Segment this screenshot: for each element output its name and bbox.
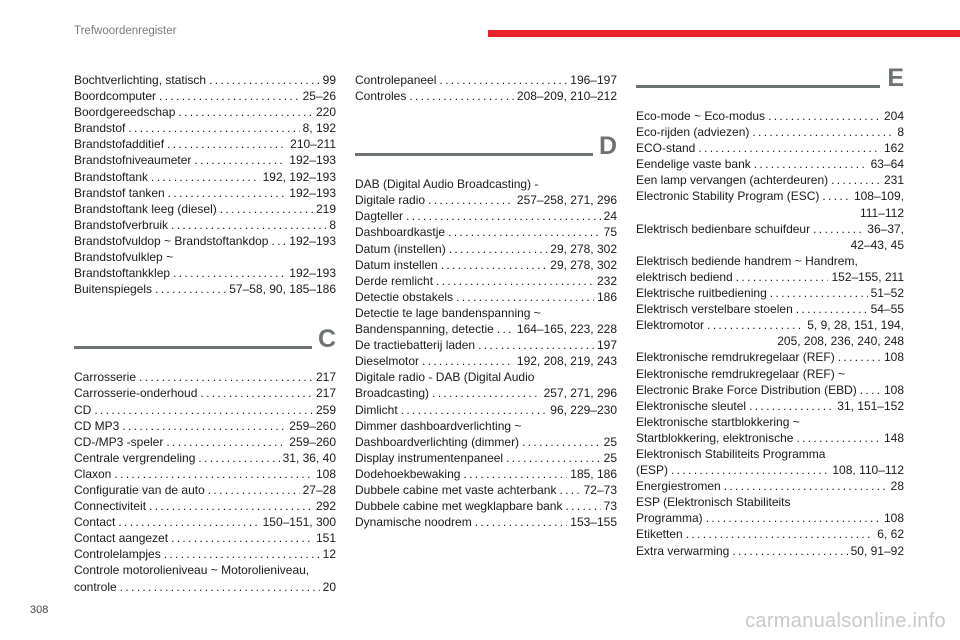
index-entry-pages: 192–193 [289, 153, 336, 168]
index-entry [636, 543, 904, 559]
index-entry-pages: 192–193 [289, 266, 336, 281]
index-entry [355, 418, 617, 450]
index-entry-term: Dimmer dashboardverlichting ~ [355, 418, 522, 433]
index-entry-term: Carrosserie-onderhoud [74, 386, 198, 401]
index-entry [636, 124, 904, 140]
dot-leader [686, 526, 875, 542]
dot-leader [724, 478, 888, 494]
index-entry [355, 466, 617, 482]
index-entry-pages: 259–260 [289, 434, 336, 449]
index-entry-term: Centrale vergrendeling [74, 450, 196, 465]
index-entry-pages-continued: 205, 208, 236, 240, 248 [777, 334, 904, 349]
index-entry-pages: 217 [315, 370, 336, 385]
dot-leader [401, 402, 548, 418]
index-entry-term: Dynamische noodrem [355, 515, 472, 530]
index-entry-term: Eco-mode ~ Eco-modus [636, 109, 766, 123]
index-entry-term: Elektronische remdrukregelaar (REF) [636, 350, 835, 365]
dot-leader [796, 430, 881, 446]
index-entry [636, 398, 904, 414]
index-entry [355, 514, 617, 530]
index-entry-pages: 219 [315, 201, 336, 216]
dot-leader [122, 418, 286, 434]
index-entry-term: Elektronische remdrukregelaar (REF) ~ [636, 366, 846, 381]
index-entry-term: Dodehoekbewaking [355, 466, 461, 481]
section-divider [74, 346, 312, 349]
dot-leader [428, 192, 514, 208]
index-entry-term: Controle motorolieniveau ~ Motorolieniveau, [74, 563, 310, 578]
index-entry-term: Elektromotor [636, 318, 705, 333]
dot-leader [707, 317, 804, 333]
index-entry [74, 152, 336, 168]
index-entry-term: Dubbele cabine met wegklapbare bank [355, 499, 563, 514]
index-entry [74, 546, 336, 562]
index-entry [355, 450, 617, 466]
dot-leader [171, 217, 326, 233]
index-entry-pages: 96, 229–230 [550, 402, 617, 417]
index-entry-pages: 73 [603, 499, 617, 514]
index-entry [74, 369, 336, 385]
dot-leader [522, 434, 601, 450]
dot-leader [698, 140, 881, 156]
index-entry-term: De tractiebatterij laden [355, 338, 476, 353]
dot-leader [448, 224, 601, 240]
index-entry-term: Elektrische ruitbediening [636, 286, 767, 301]
index-entry [636, 317, 904, 349]
index-entry-term: Dimlicht [355, 402, 398, 417]
section-header [636, 64, 904, 102]
index-entry-pages: 257, 271, 296 [543, 386, 617, 401]
index-entry-term: Bandenspanning, detectie [355, 322, 494, 337]
index-entry-pages: 75 [603, 225, 617, 240]
index-entry-term: Brandstofvuldop ~ Brandstoftankdop [74, 233, 269, 248]
index-entry [636, 301, 904, 317]
dot-leader [178, 104, 313, 120]
index-entry-term: controle [74, 579, 117, 594]
index-entry [355, 289, 617, 305]
running-header-title: Trefwoordenregister [74, 25, 177, 37]
dot-leader [155, 281, 226, 297]
index-entry-term: Elektrisch verstelbare stoelen [636, 302, 793, 317]
index-entry-term: Electronic Stability Program (ESC) [636, 189, 820, 204]
section-divider [636, 85, 880, 88]
index-entry-term: Brandstofadditief [74, 137, 165, 152]
index-entry-term: CD-/MP3 -speler [74, 434, 164, 449]
dot-leader [220, 201, 313, 217]
index-entry-pages: 148 [883, 430, 904, 445]
index-entry-term: ESP (Elektronisch Stabiliteits [636, 495, 791, 510]
index-entry-term: Dashboardkastje [355, 225, 446, 240]
dot-leader [752, 124, 894, 140]
index-entry-pages: 29, 278, 302 [550, 257, 617, 272]
index-column-1 [74, 72, 336, 595]
index-entry-term: Contact [74, 515, 116, 530]
index-entry-term: Datum (instellen) [355, 241, 446, 256]
index-entry-pages: 210–211 [290, 137, 336, 152]
dot-leader [159, 88, 300, 104]
index-entry [636, 172, 904, 188]
index-entry-term: Dashboardverlichting (dimmer) [355, 434, 520, 449]
dot-leader [166, 434, 286, 450]
index-entry [636, 188, 904, 220]
index-entry [636, 414, 904, 446]
index-entry-term: Brandstoftank leeg (diesel) [74, 201, 217, 216]
index-entry-term: Elektronisch Stabiliteits Programma [636, 446, 826, 461]
section-header [355, 132, 617, 170]
index-entry [636, 253, 904, 285]
dot-leader [94, 402, 313, 418]
index-entry [636, 478, 904, 494]
section-letter: E [887, 64, 904, 92]
dot-leader [497, 321, 514, 337]
index-entry [74, 482, 336, 498]
index-entry-term: Elektrisch bediende handrem ~ Handrem, [636, 253, 858, 268]
dot-leader [449, 241, 548, 257]
index-entry [74, 530, 336, 546]
index-entry-pages: 185, 186 [570, 466, 617, 481]
index-entry-pages: 162 [883, 141, 904, 156]
index-entry-pages: 25 [603, 434, 617, 449]
index-entry-term: Broadcasting) [355, 386, 430, 401]
page-number: 308 [30, 604, 49, 616]
section-letter: C [317, 325, 336, 354]
index-entry-term: Brandstof [74, 121, 126, 136]
index-entry-pages: 192, 208, 219, 243 [516, 354, 617, 369]
index-entry [355, 402, 617, 418]
index-entry [74, 514, 336, 530]
dot-leader [194, 152, 286, 168]
index-entry-pages: 63–64 [870, 157, 904, 172]
index-entry-term: CD [74, 402, 92, 417]
index-entry-pages: 25 [603, 450, 617, 465]
index-entry-pages: 196–197 [570, 73, 617, 87]
index-entry-term: Een lamp vervangen (achterdeuren) [636, 173, 829, 188]
dot-leader [168, 185, 287, 201]
dot-leader [151, 169, 260, 185]
dot-leader [768, 108, 881, 124]
dot-leader [796, 301, 868, 317]
dot-leader [475, 514, 568, 530]
index-entry [355, 353, 617, 369]
index-entry-pages: 292 [315, 499, 336, 514]
dot-leader [406, 208, 601, 224]
dot-leader [209, 72, 320, 88]
dot-leader [706, 510, 881, 526]
index-entry-term: Controles [355, 89, 407, 104]
index-entry-term: Contact aangezet [74, 531, 169, 546]
dot-leader [167, 136, 287, 152]
index-entry [74, 450, 336, 466]
index-entry [636, 108, 904, 124]
index-entry-term: Elektronische sleutel [636, 398, 747, 413]
index-entry-term: Detectie obstakels [355, 289, 454, 304]
dot-leader [432, 385, 541, 401]
index-entry [636, 366, 904, 398]
index-entry-pages: 108 [883, 382, 904, 397]
index-entry-pages: 208–209, 210–212 [516, 89, 617, 104]
index-entry [636, 446, 904, 478]
dot-leader [439, 72, 567, 88]
index-entry-pages: 6, 62 [877, 527, 904, 542]
index-entry-pages: 259 [315, 402, 336, 417]
index-entry [636, 156, 904, 172]
dot-leader [671, 462, 829, 478]
header-accent-bar [488, 30, 960, 37]
index-entry-pages: 50, 91–92 [850, 543, 904, 558]
index-entry [636, 349, 904, 365]
index-entry [74, 466, 336, 482]
index-entry [355, 369, 617, 401]
index-entry-term: Extra verwarming [636, 543, 730, 558]
index-entry-pages: 28 [890, 479, 904, 494]
dot-leader [860, 382, 881, 398]
index-entry-term: Programma) [636, 511, 703, 526]
index-entry-pages: 217 [315, 386, 336, 401]
index-entry-pages: 151 [315, 531, 336, 546]
index-entry-term: Boordgereedschap [74, 105, 176, 120]
index-entry-term: Digitale radio [355, 193, 426, 208]
index-entry-term: Claxon [74, 466, 112, 481]
index-entry [355, 208, 617, 224]
index-entry-term: Elektrisch bedienbare schuifdeur [636, 221, 811, 236]
dot-leader [118, 514, 259, 530]
index-entry [74, 88, 336, 104]
index-entry-term: Datum instellen [355, 257, 438, 272]
dot-leader [506, 450, 601, 466]
index-entry-pages: 186 [596, 289, 617, 304]
index-entry [74, 249, 336, 281]
index-entry-pages: 231 [883, 173, 904, 188]
index-entry [355, 72, 617, 88]
dot-leader [139, 369, 313, 385]
index-entry-term: Eco-rijden (adviezen) [636, 125, 750, 140]
index-entry-pages: 72–73 [583, 482, 617, 497]
dot-leader [171, 530, 313, 546]
index-entry-pages: 192, 192–193 [262, 169, 336, 184]
index-entry [74, 233, 336, 249]
index-entry-pages: 150–151, 300 [262, 515, 336, 530]
section-letter: D [598, 132, 617, 161]
index-entry-term: Brandstoftankklep [74, 266, 171, 281]
index-entry-pages: 31, 151–152 [837, 398, 904, 413]
index-entry [355, 224, 617, 240]
index-entry-pages: 31, 36, 40 [282, 450, 336, 465]
index-entry [636, 140, 904, 156]
dot-leader [831, 172, 881, 188]
index-entry-pages: 197 [596, 338, 617, 353]
index-entry-pages: 108 [883, 350, 904, 365]
index-entry-term: Carrosserie [74, 370, 137, 385]
dot-leader [456, 289, 594, 305]
index-entry-pages: 54–55 [870, 302, 904, 317]
index-entry-pages: 20 [322, 579, 336, 594]
index-entry-term: Buitenspiegels [74, 282, 153, 297]
section-divider [355, 153, 593, 156]
index-entry [636, 285, 904, 301]
index-entry-term: Energiestromen [636, 479, 721, 494]
index-entry [636, 494, 904, 526]
dot-leader [732, 543, 847, 559]
index-entry-pages: 27–28 [302, 482, 336, 497]
index-entry [355, 337, 617, 353]
index-entry-term: Configuratie van de auto [74, 482, 205, 497]
watermark-text: carmanualsonline.info [745, 610, 946, 632]
index-entry [355, 257, 617, 273]
dot-leader [200, 385, 313, 401]
index-entry-term: Digitale radio - DAB (Digital Audio [355, 370, 535, 385]
index-entry [74, 201, 336, 217]
index-entry-pages: 24 [603, 209, 617, 224]
index-column-3 [636, 64, 904, 559]
index-entry-pages: 257–258, 271, 296 [516, 193, 617, 208]
index-entry-pages-continued: 111–112 [859, 205, 904, 220]
index-entry-term: Dubbele cabine met vaste achterbank [355, 482, 557, 497]
dot-leader [198, 450, 279, 466]
index-entry-term: Brandstofniveaumeter [74, 153, 192, 168]
index-entry-term: Display instrumentenpaneel [355, 450, 504, 465]
index-entry-pages: 108 [883, 511, 904, 526]
index-entry [74, 385, 336, 401]
index-entry-pages: 259–260 [289, 418, 336, 433]
dot-leader [478, 337, 594, 353]
index-entry-term: Startblokkering, elektronische [636, 430, 794, 445]
index-entry-pages: 232 [596, 273, 617, 288]
dot-leader [441, 257, 548, 273]
index-entry [74, 281, 336, 297]
index-entry-pages: 57–58, 90, 185–186 [229, 282, 336, 297]
index-entry [74, 72, 336, 88]
index-entry [74, 104, 336, 120]
index-entry-pages: 152–155, 211 [831, 269, 904, 284]
index-entry [355, 305, 617, 337]
index-entry [74, 169, 336, 185]
index-entry-term: Detectie te lage bandenspanning ~ [355, 305, 541, 320]
dot-leader [173, 265, 286, 281]
index-entry-pages: 164–165, 223, 228 [516, 322, 617, 337]
dot-leader [749, 398, 834, 414]
index-entry-term: Connectiviteit [74, 499, 147, 514]
index-entry-term: Eendelige vaste bank [636, 157, 751, 172]
index-entry-pages: 108–109, [853, 189, 904, 204]
index-entry-pages: 108, 110–112 [832, 463, 904, 478]
index-entry-term: ECO-stand [636, 141, 696, 156]
index-entry [74, 217, 336, 233]
index-entry-term: (ESP) [636, 463, 669, 478]
index-entry-pages: 108 [315, 466, 336, 481]
index-entry [355, 273, 617, 289]
dot-leader [208, 482, 300, 498]
dot-leader [120, 579, 320, 595]
index-entry [636, 526, 904, 542]
index-entry-term: elektrisch bediend [636, 269, 733, 284]
index-column-2 [355, 72, 617, 530]
dot-leader [754, 156, 868, 172]
dot-leader [128, 120, 299, 136]
index-entry-pages: 204 [883, 109, 904, 123]
index-entry-term: CD MP3 [74, 418, 120, 433]
index-entry [355, 241, 617, 257]
index-entry [74, 136, 336, 152]
index-entry-pages: 5, 9, 28, 151, 194, [807, 318, 904, 333]
index-entry [355, 176, 617, 208]
dot-leader [164, 546, 320, 562]
index-entry [355, 498, 617, 514]
index-entry-pages: 51–52 [870, 286, 904, 301]
index-entry-term: DAB (Digital Audio Broadcasting) - [355, 177, 539, 192]
index-entry-term: Derde remlicht [355, 273, 434, 288]
index-entry-pages: 220 [315, 105, 336, 120]
dot-leader [114, 466, 313, 482]
index-entry-pages-continued: 42–43, 45 [850, 237, 904, 252]
index-entry-term: Brandstof tanken [74, 185, 165, 200]
dot-leader [838, 349, 881, 365]
dot-leader [409, 88, 514, 104]
dot-leader [463, 466, 567, 482]
index-entry-term: Bochtverlichting, statisch [74, 73, 207, 87]
index-entry [74, 402, 336, 418]
dot-leader [436, 273, 594, 289]
index-entry-pages: 8, 192 [302, 121, 336, 136]
dot-leader [565, 498, 600, 514]
dot-leader [149, 498, 313, 514]
index-entry-pages: 29, 278, 302 [550, 241, 617, 256]
dot-leader [822, 188, 851, 204]
index-entry-pages: 153–155 [570, 515, 617, 530]
index-entry-term: Boordcomputer [74, 89, 157, 104]
dot-leader [736, 269, 829, 285]
dot-leader [813, 221, 864, 237]
index-entry [74, 562, 336, 594]
index-entry [355, 482, 617, 498]
index-entry-pages: 192–193 [289, 185, 336, 200]
index-entry [74, 185, 336, 201]
index-entry [74, 120, 336, 136]
index-entry [74, 434, 336, 450]
index-entry-pages: 12 [322, 547, 336, 562]
index-entry-term: Electronic Brake Force Distribution (EBD) [636, 382, 857, 397]
index-entry-pages: 192–193 [289, 233, 336, 248]
index-entry-term: Dieselmotor [355, 354, 420, 369]
index-entry-term: Controlepaneel [355, 73, 437, 87]
index-entry-pages: 25–26 [302, 89, 336, 104]
index-entry [74, 418, 336, 434]
index-entry-pages: 99 [322, 73, 336, 87]
index-entry-term: Elektronische startblokkering ~ [636, 414, 800, 429]
index-entry-term: Brandstofvulklep ~ [74, 250, 174, 265]
index-entry [74, 498, 336, 514]
index-entry-term: Etiketten [636, 527, 683, 542]
index-entry-term: Brandstoftank [74, 169, 149, 184]
dot-leader [422, 353, 514, 369]
section-header [74, 325, 336, 363]
dot-leader [770, 285, 868, 301]
dot-leader [271, 233, 286, 249]
index-entry-term: Dagteller [355, 209, 404, 224]
index-entry-pages: 8 [897, 125, 904, 140]
index-entry [636, 221, 904, 253]
index-entry-term: Brandstofverbruik [74, 217, 169, 232]
dot-leader [559, 482, 580, 498]
index-entry-pages: 8 [329, 217, 336, 232]
index-entry [355, 88, 617, 104]
index-entry-term: Controlelampjes [74, 547, 161, 562]
index-entry-pages: 36–37, [867, 221, 904, 236]
